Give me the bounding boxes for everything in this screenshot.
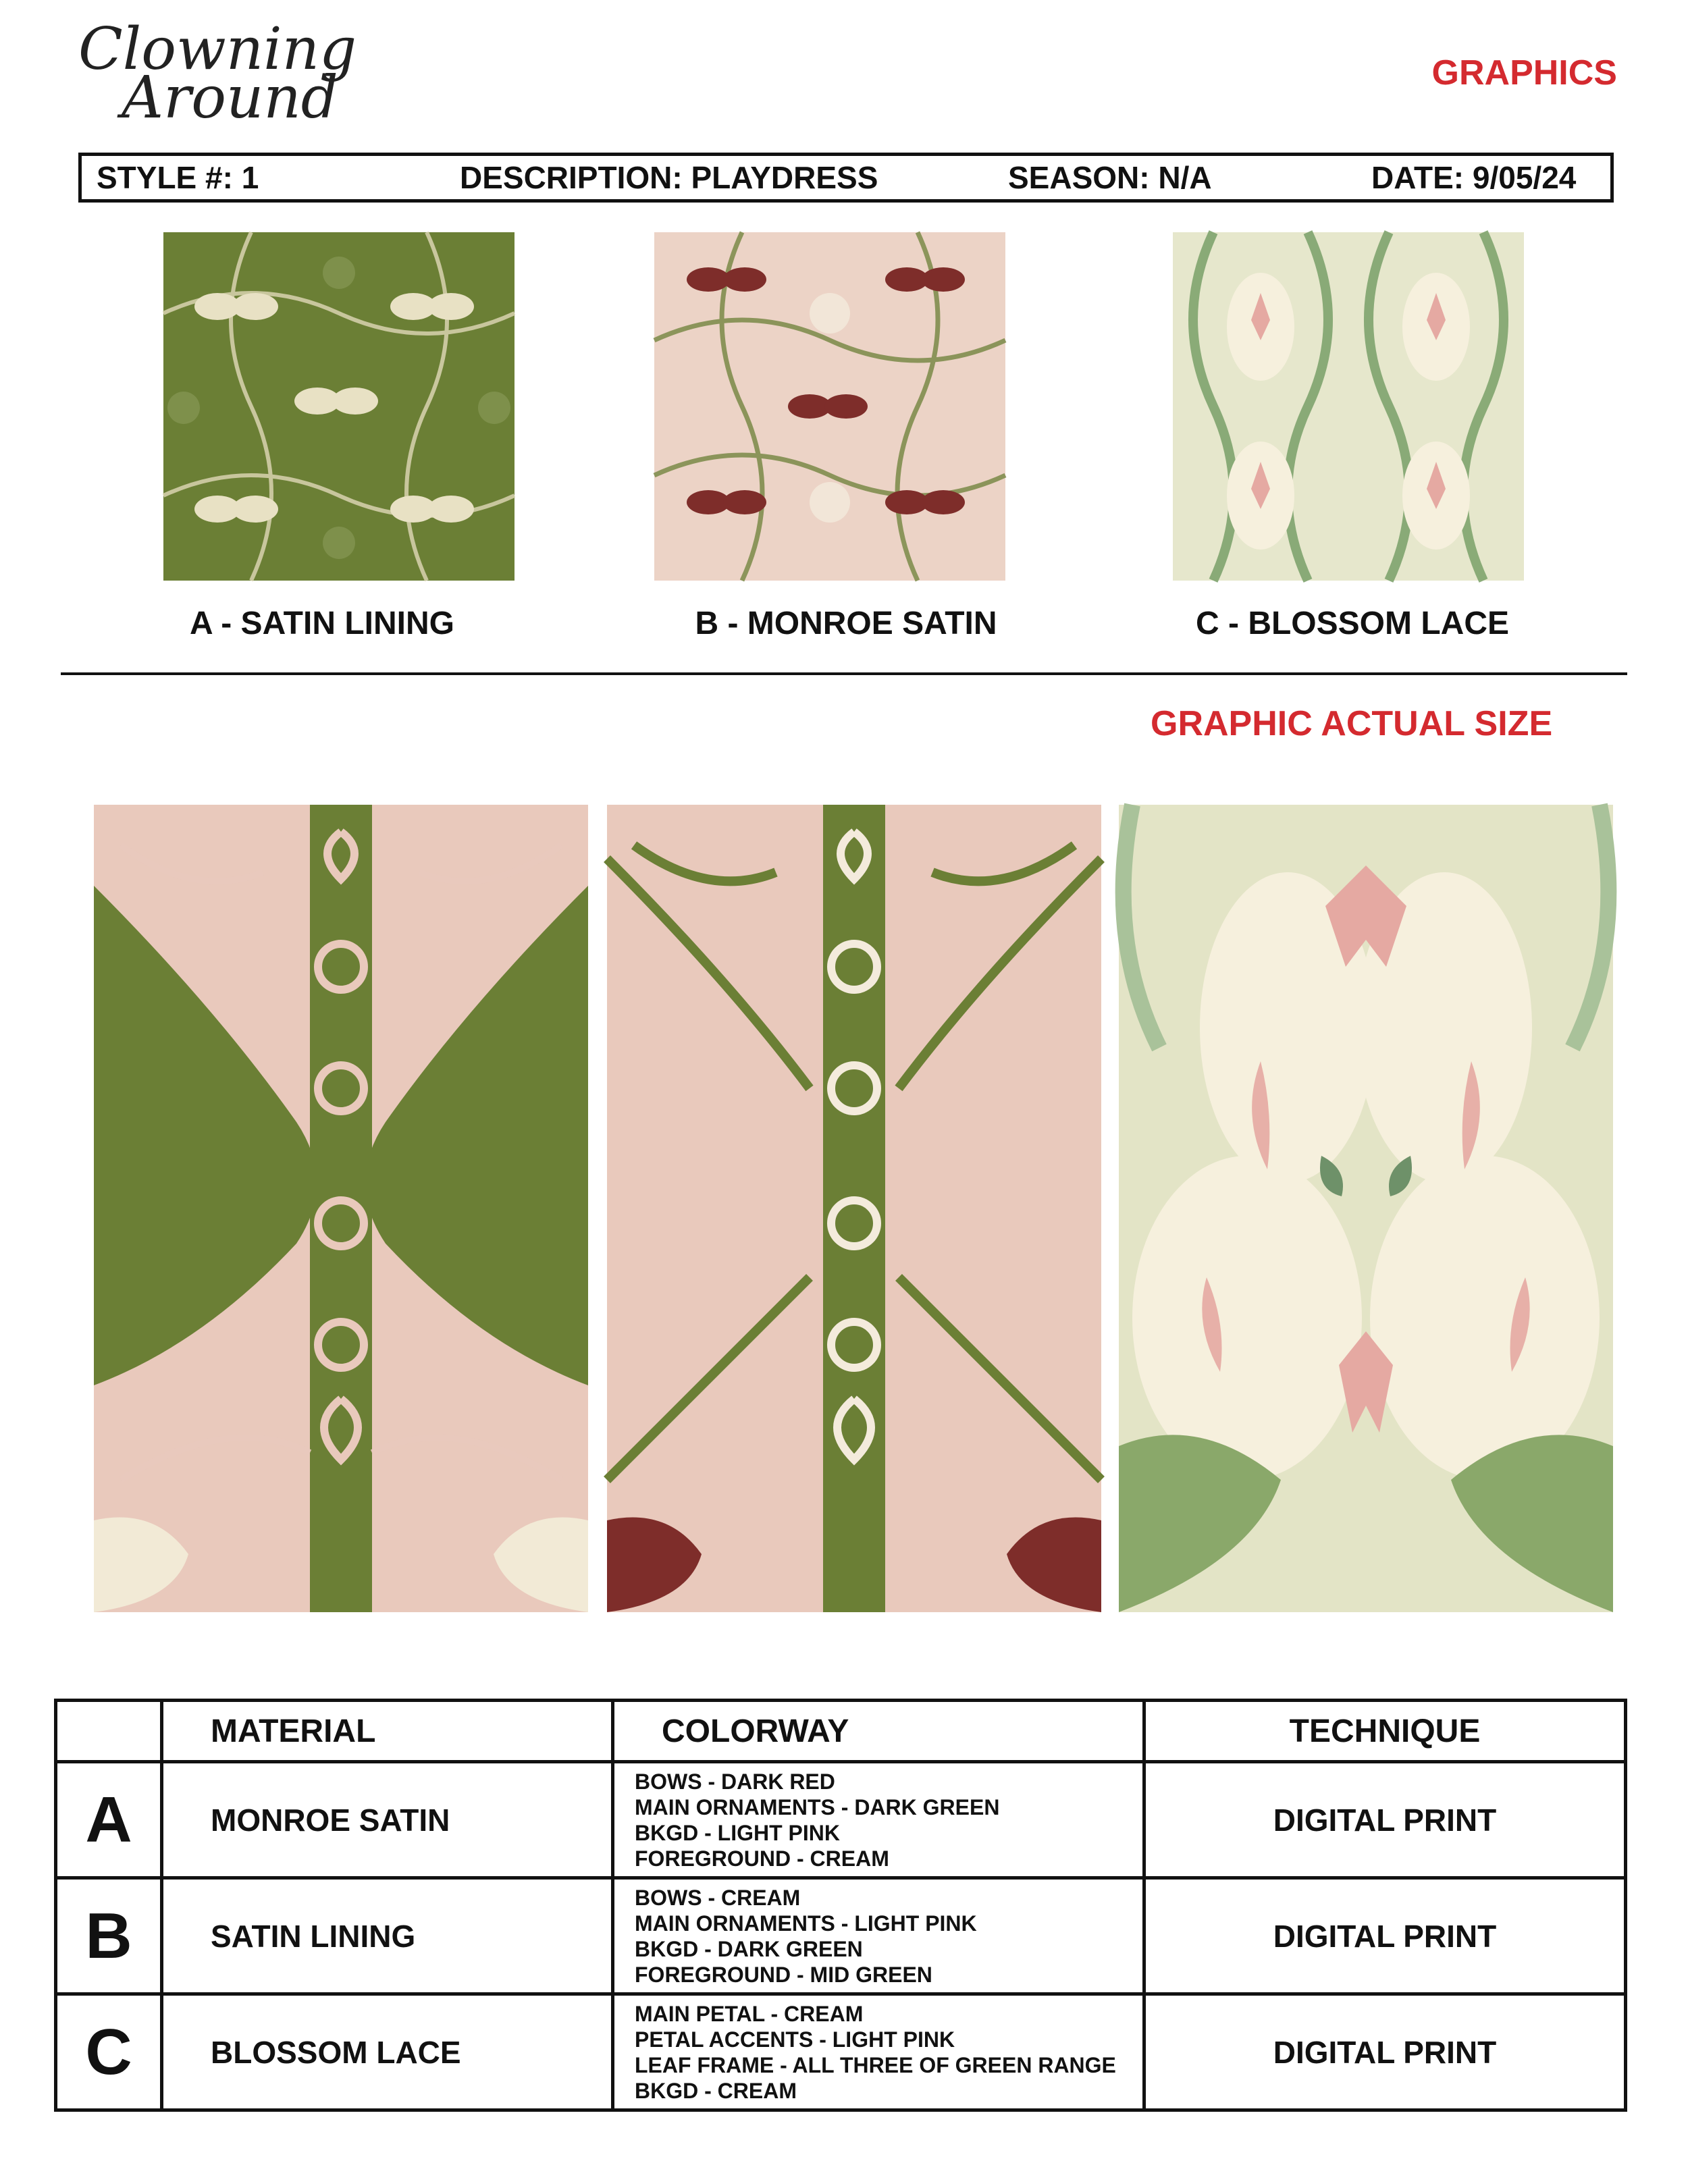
- colorway-line: MAIN PETAL - CREAM: [635, 2001, 864, 2026]
- graphic-a-actual: [94, 805, 588, 1612]
- row-technique: DIGITAL PRINT: [1144, 1878, 1626, 1994]
- logo-line1: Clowning: [78, 16, 357, 83]
- colorway-line: FOREGROUND - CREAM: [635, 1846, 889, 1871]
- row-material: BLOSSOM LACE: [162, 1994, 613, 2110]
- colorway-line: BKGD - CREAM: [635, 2078, 797, 2103]
- table-row: [56, 1878, 1626, 1994]
- row-technique: DIGITAL PRINT: [1144, 1994, 1626, 2110]
- style-number: STYLE #: 1: [97, 160, 259, 195]
- header-material: MATERIAL: [162, 1701, 613, 1762]
- swatch-a-label: A - SATIN LINING: [190, 606, 454, 641]
- swatch-b: [654, 232, 1005, 581]
- swatch-c-label: C - BLOSSOM LACE: [1196, 606, 1509, 641]
- graphic-b-actual: [607, 805, 1101, 1612]
- header-colorway: COLORWAY: [613, 1701, 1144, 1762]
- row-letter: A: [56, 1762, 162, 1878]
- row-colorway: [613, 1994, 1144, 2110]
- colorway-line: BOWS - DARK RED: [635, 1769, 835, 1794]
- table-row: [56, 1994, 1626, 2110]
- colorway-line: BKGD - DARK GREEN: [635, 1936, 863, 1961]
- colorway-line: MAIN ORNAMENTS - LIGHT PINK: [635, 1911, 977, 1936]
- row-colorway: [613, 1878, 1144, 1994]
- row-material: SATIN LINING: [162, 1878, 613, 1994]
- row-colorway: [613, 1762, 1144, 1878]
- style-info-bar: [78, 153, 1614, 203]
- page-label: GRAPHICS: [1431, 53, 1617, 92]
- swatch-b-label: B - MONROE SATIN: [695, 606, 997, 641]
- actual-size-label: GRAPHIC ACTUAL SIZE: [1151, 704, 1553, 743]
- spec-table: [54, 1699, 1627, 2112]
- table-row: [56, 1762, 1626, 1878]
- colorway-line: MAIN ORNAMENTS - DARK GREEN: [635, 1794, 1000, 1819]
- colorway-line: LEAF FRAME - ALL THREE OF GREEN RANGE: [635, 2052, 1116, 2077]
- description: DESCRIPTION: PLAYDRESS: [460, 160, 878, 195]
- colorway-line: PETAL ACCENTS - LIGHT PINK: [635, 2027, 955, 2052]
- row-material: MONROE SATIN: [162, 1762, 613, 1878]
- colorway-line: BOWS - CREAM: [635, 1885, 801, 1910]
- colorway-line: FOREGROUND - MID GREEN: [635, 1962, 932, 1987]
- season: SEASON: N/A: [1008, 160, 1212, 195]
- row-letter: C: [56, 1994, 162, 2110]
- swatch-a: [163, 232, 515, 581]
- row-technique: DIGITAL PRINT: [1144, 1762, 1626, 1878]
- colorway-line: BKGD - LIGHT PINK: [635, 1820, 840, 1845]
- graphic-c-actual: [1119, 805, 1613, 1612]
- date: DATE: 9/05/24: [1371, 160, 1577, 195]
- logo-line2: Around: [122, 64, 338, 132]
- brand-logo: [74, 16, 357, 138]
- section-divider: [61, 672, 1627, 675]
- header-technique: TECHNIQUE: [1144, 1701, 1626, 1762]
- header-blank: [56, 1701, 162, 1762]
- swatch-c: [1173, 232, 1524, 581]
- row-letter: B: [56, 1878, 162, 1994]
